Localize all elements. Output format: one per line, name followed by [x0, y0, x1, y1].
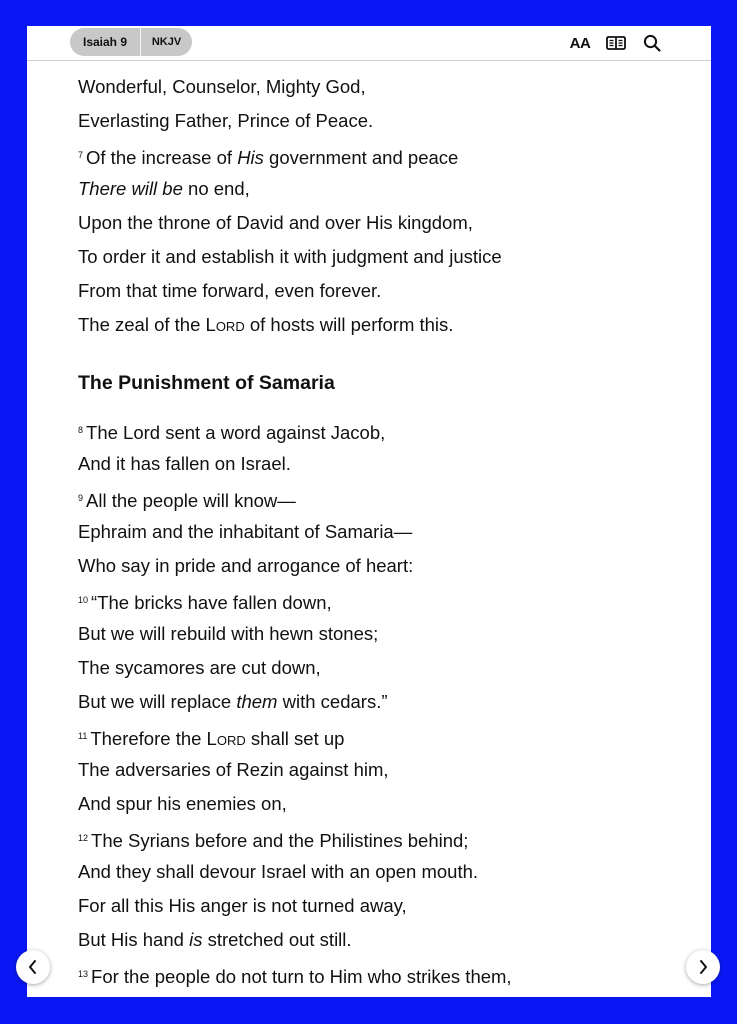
verse-line	[78, 719, 678, 753]
passage-selector	[70, 28, 192, 56]
verse-line	[78, 481, 678, 515]
verse-line	[78, 413, 678, 447]
text-size-label: AA	[569, 34, 591, 52]
verse-text: And it has fallen on Israel.	[78, 453, 291, 474]
verse-text: For all this His anger is not turned away,	[78, 895, 407, 916]
verse-line	[78, 821, 678, 855]
italic-text: There will be	[78, 178, 183, 199]
search-icon[interactable]	[641, 32, 663, 54]
verse-text: But His hand	[78, 929, 190, 950]
verse-line	[78, 206, 678, 240]
italic-text: them	[236, 691, 278, 712]
verse-number[interactable]: 9	[78, 493, 84, 503]
verse-text: “The bricks have fallen down,	[91, 592, 332, 613]
verse-number[interactable]: 10	[78, 595, 89, 605]
verse-line	[78, 515, 678, 549]
text-size-icon[interactable]	[569, 32, 591, 54]
verse-line	[78, 274, 678, 308]
verse-text: Who say in pride and arrogance of heart:	[78, 555, 414, 576]
verse-number[interactable]: 11	[78, 731, 88, 741]
verse-line	[78, 957, 678, 991]
verse-text: All the people will know—	[86, 490, 296, 511]
verse-line	[78, 889, 678, 923]
verse-line	[78, 855, 678, 889]
verse-text: with cedars.”	[277, 691, 388, 712]
verse-line	[78, 651, 678, 685]
verse-text: But we will replace	[78, 691, 237, 712]
verse-text: stretched out still.	[202, 929, 352, 950]
verse-text: The zeal of the	[78, 314, 206, 335]
verse-text: The Lord sent a word against Jacob,	[86, 422, 386, 443]
verse-text: But we will rebuild with hewn stones;	[78, 623, 379, 644]
verse-line	[78, 240, 678, 274]
book-chapter-button[interactable]: Isaiah 9	[82, 35, 128, 49]
passage-top	[78, 70, 678, 342]
verse-text: Of the increase of	[86, 147, 238, 168]
verse-text: Therefore the	[90, 728, 207, 749]
verse-text: shall set up	[245, 728, 345, 749]
passage-bottom	[78, 413, 678, 991]
next-chapter-button[interactable]	[686, 950, 720, 984]
section-heading: The Punishment of Samaria	[78, 372, 335, 394]
verse-line	[78, 104, 678, 138]
verse-line	[78, 787, 678, 821]
verse-text: For the people do not turn to Him who strikes them,	[91, 966, 512, 987]
version-button[interactable]: NKJV	[151, 36, 182, 48]
verse-line	[78, 617, 678, 651]
verse-line	[78, 685, 678, 719]
scripture-text	[78, 70, 678, 991]
verse-line	[78, 549, 678, 583]
verse-text: And spur his enemies on,	[78, 793, 287, 814]
verse-line	[78, 138, 678, 172]
toolbar-actions	[569, 31, 663, 55]
italic-text: is	[189, 929, 203, 950]
verse-number[interactable]: 12	[78, 833, 89, 843]
verse-text: The sycamores are cut down,	[78, 657, 321, 678]
verse-text: Everlasting Father, Prince of Peace.	[78, 110, 374, 131]
verse-number[interactable]: 13	[78, 969, 89, 979]
verse-text: Ephraim and the inhabitant of Samaria—	[78, 521, 413, 542]
verse-text: no end,	[182, 178, 250, 199]
verse-text: of hosts will perform this.	[244, 314, 454, 335]
verse-text: From that time forward, even forever.	[78, 280, 382, 301]
verse-line	[78, 447, 678, 481]
verse-text: The Syrians before and the Philistines behind;	[91, 830, 469, 851]
verse-line	[78, 923, 678, 957]
book-open-icon[interactable]	[605, 32, 627, 54]
chevron-right-icon	[697, 959, 709, 975]
italic-text: His	[237, 147, 264, 168]
previous-chapter-button[interactable]	[16, 950, 50, 984]
top-toolbar	[27, 26, 711, 61]
small-caps-text: Lord	[205, 314, 245, 335]
verse-line	[78, 172, 678, 206]
verse-number[interactable]: 8	[78, 425, 84, 435]
verse-text: Upon the throne of David and over His kingdom,	[78, 212, 473, 233]
small-caps-text: Lord	[206, 728, 246, 749]
verse-line	[78, 70, 678, 104]
verse-number[interactable]: 7	[78, 150, 84, 160]
verse-text: The adversaries of Rezin against him,	[78, 759, 389, 780]
verse-line	[78, 753, 678, 787]
verse-text: And they shall devour Israel with an open mouth.	[78, 861, 479, 882]
reader-page	[27, 26, 711, 997]
verse-line	[78, 583, 678, 617]
verse-text: Wonderful, Counselor, Mighty God,	[78, 76, 366, 97]
verse-line	[78, 308, 678, 342]
chevron-left-icon	[27, 959, 39, 975]
verse-text: government and peace	[263, 147, 459, 168]
verse-text: To order it and establish it with judgment and justice	[78, 246, 502, 267]
